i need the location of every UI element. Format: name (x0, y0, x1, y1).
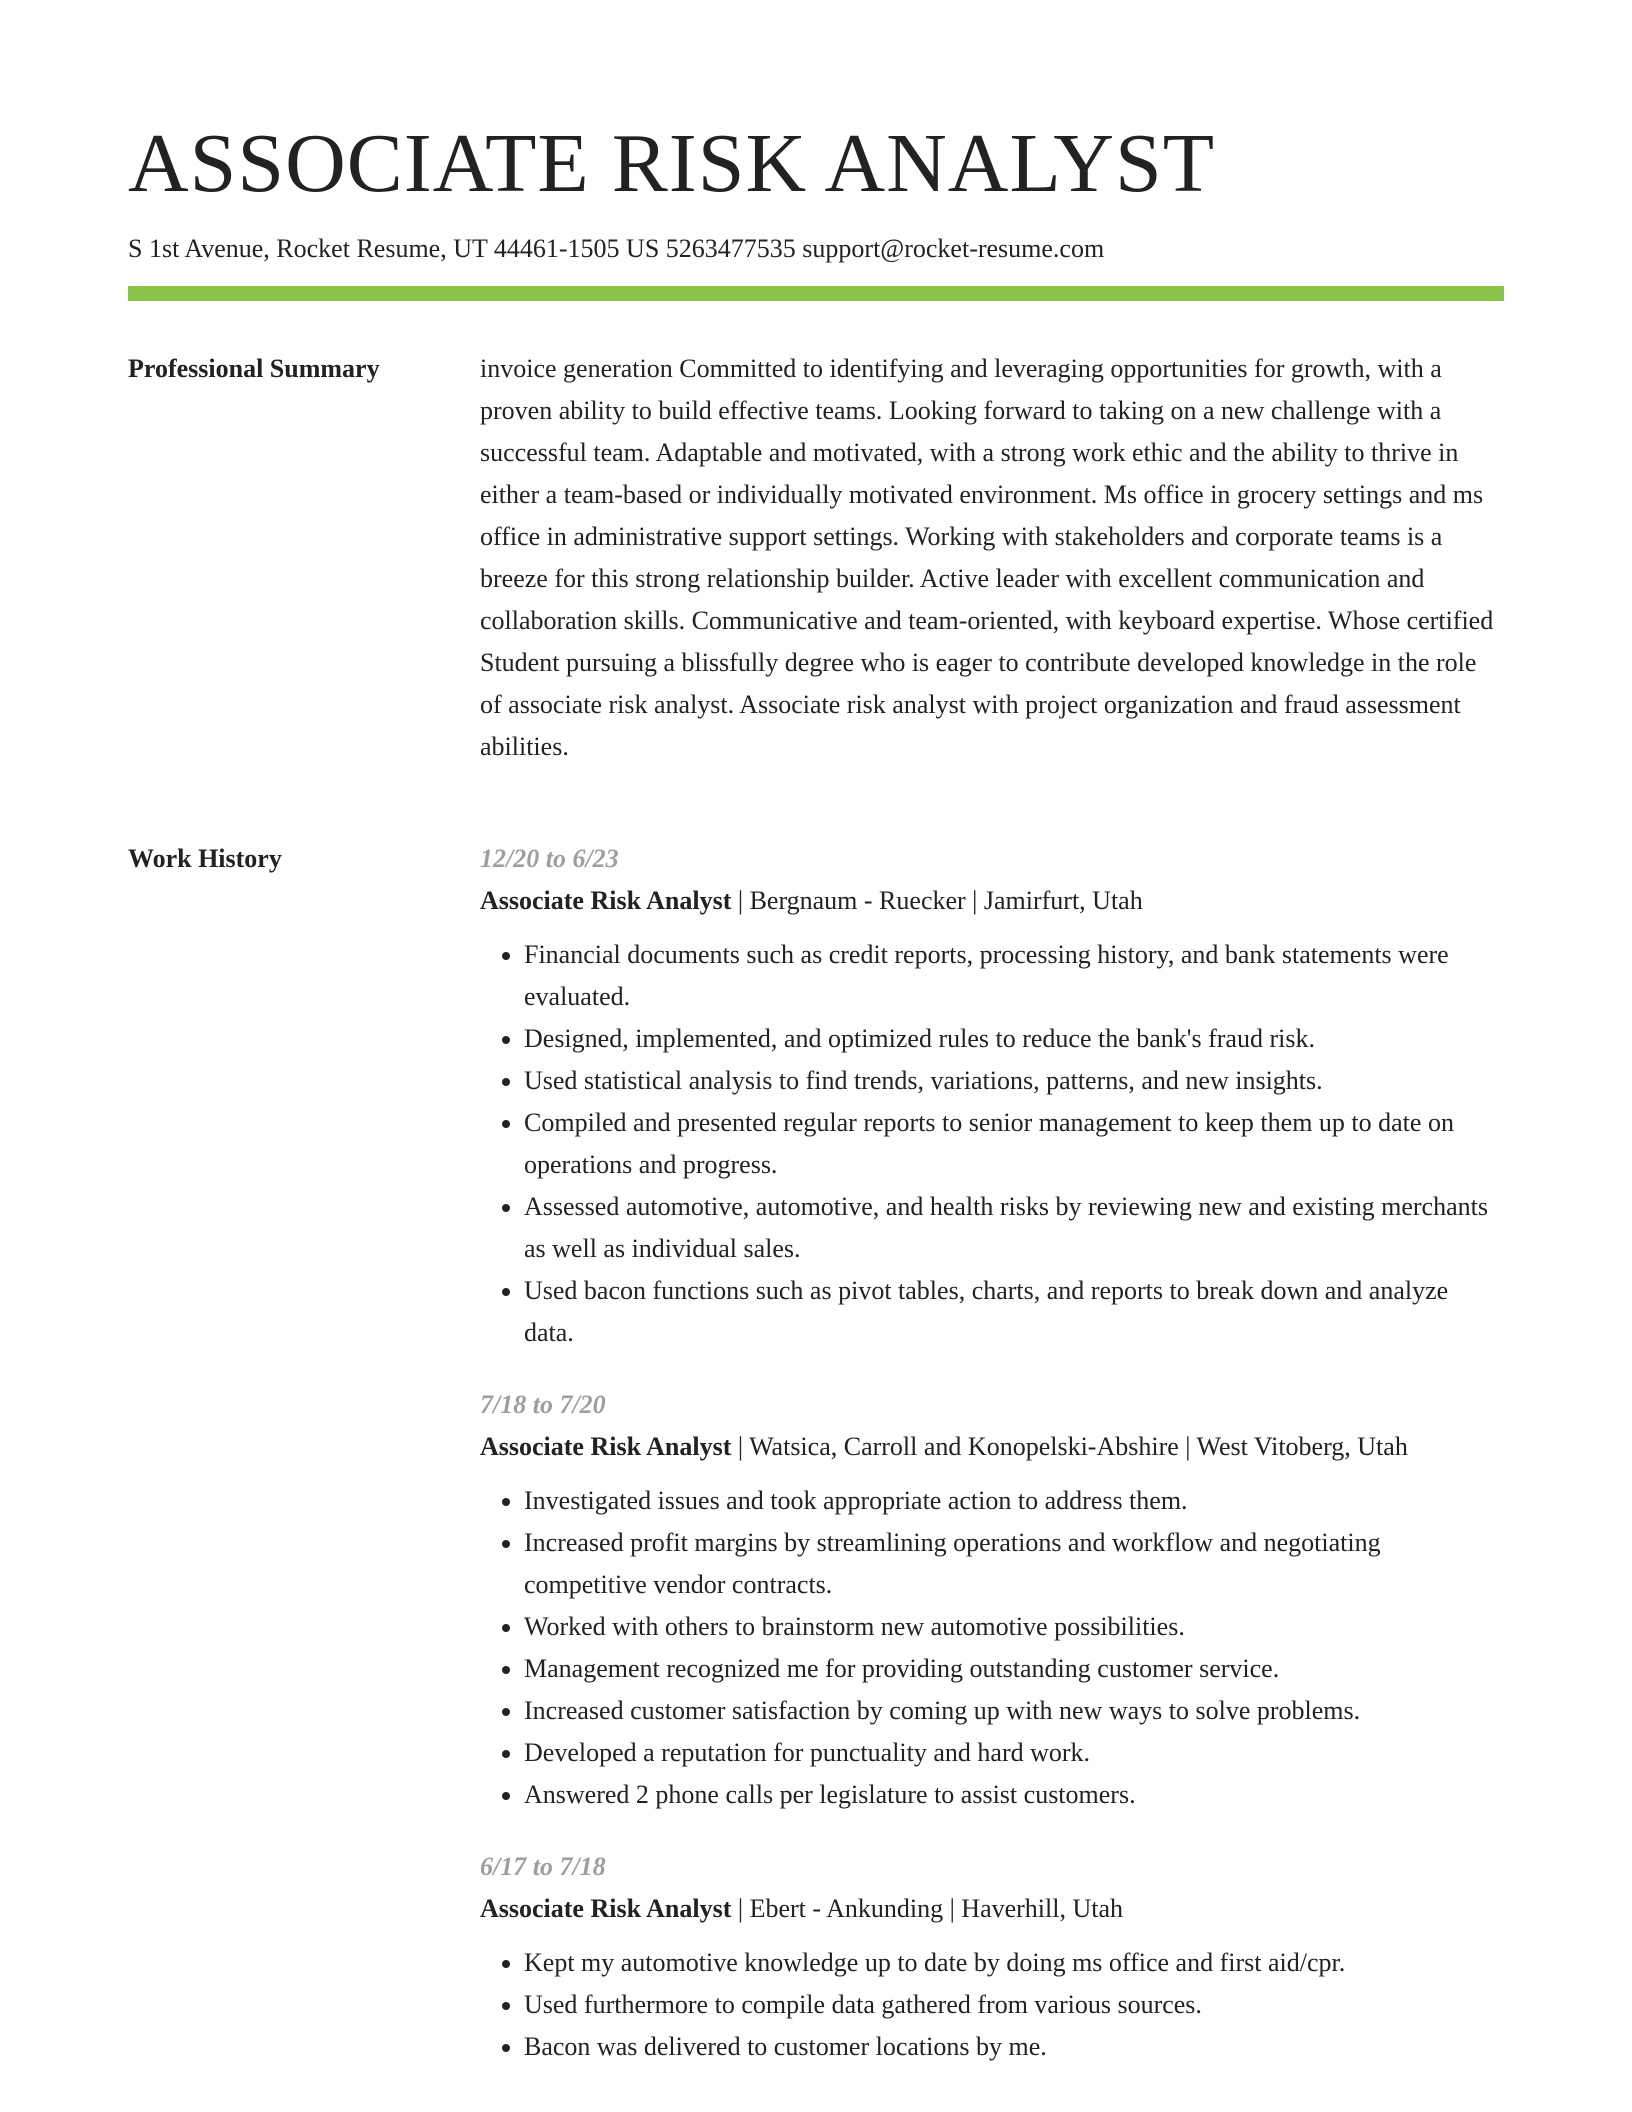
job-bullet: • Used bacon functions such as pivot tables, charts, and reports to break down and analyze data. (524, 1270, 1504, 1354)
job-entry (480, 1384, 1504, 1816)
job-bullets (480, 1942, 1504, 2068)
job-title-line (480, 880, 1504, 922)
contact-line: S 1st Avenue, Rocket Resume, UT 44461-1505 US 5263477535 support@rocket-resume.com (128, 234, 1105, 263)
job-title-line (480, 1888, 1504, 1930)
job-dates: 6/17 to 7/18 (480, 1852, 606, 1881)
job-bullet: • Assessed automotive, automotive, and health risks by reviewing new and existing merchants as well as individual sales. (524, 1186, 1504, 1270)
job-details: | Watsica, Carroll and Konopelski-Abshire | West Vitoberg, Utah (731, 1432, 1408, 1461)
job-bullet: • Designed, implemented, and optimized rules to reduce the bank's fraud risk. (524, 1018, 1504, 1060)
job-title: Associate Risk Analyst (480, 886, 732, 915)
job-bullet: • Kept my automotive knowledge up to date by doing ms office and first aid/cpr. (524, 1942, 1504, 1984)
job-bullet: • Increased profit margins by streamlining operations and workflow and negotiating competitive vendor contracts. (524, 1522, 1504, 1606)
header-divider (128, 286, 1504, 301)
job-bullet: • Management recognized me for providing outstanding customer service. (524, 1648, 1504, 1690)
job-details: | Bergnaum - Ruecker | Jamirfurt, Utah (731, 886, 1143, 915)
section-label-work-history: Work History (128, 844, 282, 873)
job-dates: 12/20 to 6/23 (480, 844, 619, 873)
section-label-summary: Professional Summary (128, 354, 380, 383)
job-title-line (480, 1426, 1504, 1468)
job-details: | Ebert - Ankunding | Haverhill, Utah (731, 1894, 1124, 1923)
job-bullet: • Financial documents such as credit reports, processing history, and bank statements were evaluated. (524, 934, 1504, 1018)
job-entry (480, 1846, 1504, 2068)
job-dates: 7/18 to 7/20 (480, 1390, 606, 1419)
job-bullet: • Increased customer satisfaction by coming up with new ways to solve problems. (524, 1690, 1504, 1732)
job-bullet: • Bacon was delivered to customer locations by me. (524, 2026, 1504, 2068)
job-bullet: • Answered 2 phone calls per legislature to assist customers. (524, 1774, 1504, 1816)
job-bullets (480, 1480, 1504, 1816)
job-bullet: • Investigated issues and took appropriate action to address them. (524, 1480, 1504, 1522)
job-bullet: • Compiled and presented regular reports to senior management to keep them up to date on operations and progress. (524, 1102, 1504, 1186)
resume-name: ASSOCIATE RISK ANALYST (128, 117, 1216, 210)
job-bullet: • Developed a reputation for punctuality and hard work. (524, 1732, 1504, 1774)
job-bullet: • Worked with others to brainstorm new automotive possibilities. (524, 1606, 1504, 1648)
job-entry (480, 838, 1504, 1354)
job-bullets (480, 934, 1504, 1354)
summary-text: invoice generation Committed to identifying and leveraging opportunities for growth, with a proven ability to build effective teams. Looking forward to taking on a new challenge with a successful team. Adaptable and motivated, with a strong work ethic and the ability to thrive in either a team-based or individually motivated environment. Ms office in grocery settings and ms office in administrative support settings. Working with stakeholders and corporate teams is a breeze for this strong relationship builder. Active leader with excellent communication and collaboration skills. Communicative and team-oriented, with keyboard expertise. Whose certified Student pursuing a blissfully degree who is eager to contribute developed knowledge in the role of associate risk analyst. Associate risk analyst with project organization and fraud assessment abilities. (480, 354, 1494, 761)
job-title: Associate Risk Analyst (480, 1432, 732, 1461)
job-title: Associate Risk Analyst (480, 1894, 732, 1923)
work-history-body (480, 838, 1504, 2098)
job-bullet: • Used furthermore to compile data gathered from various sources. (524, 1984, 1504, 2026)
summary-body (480, 348, 1504, 768)
job-bullet: • Used statistical analysis to find trends, variations, patterns, and new insights. (524, 1060, 1504, 1102)
